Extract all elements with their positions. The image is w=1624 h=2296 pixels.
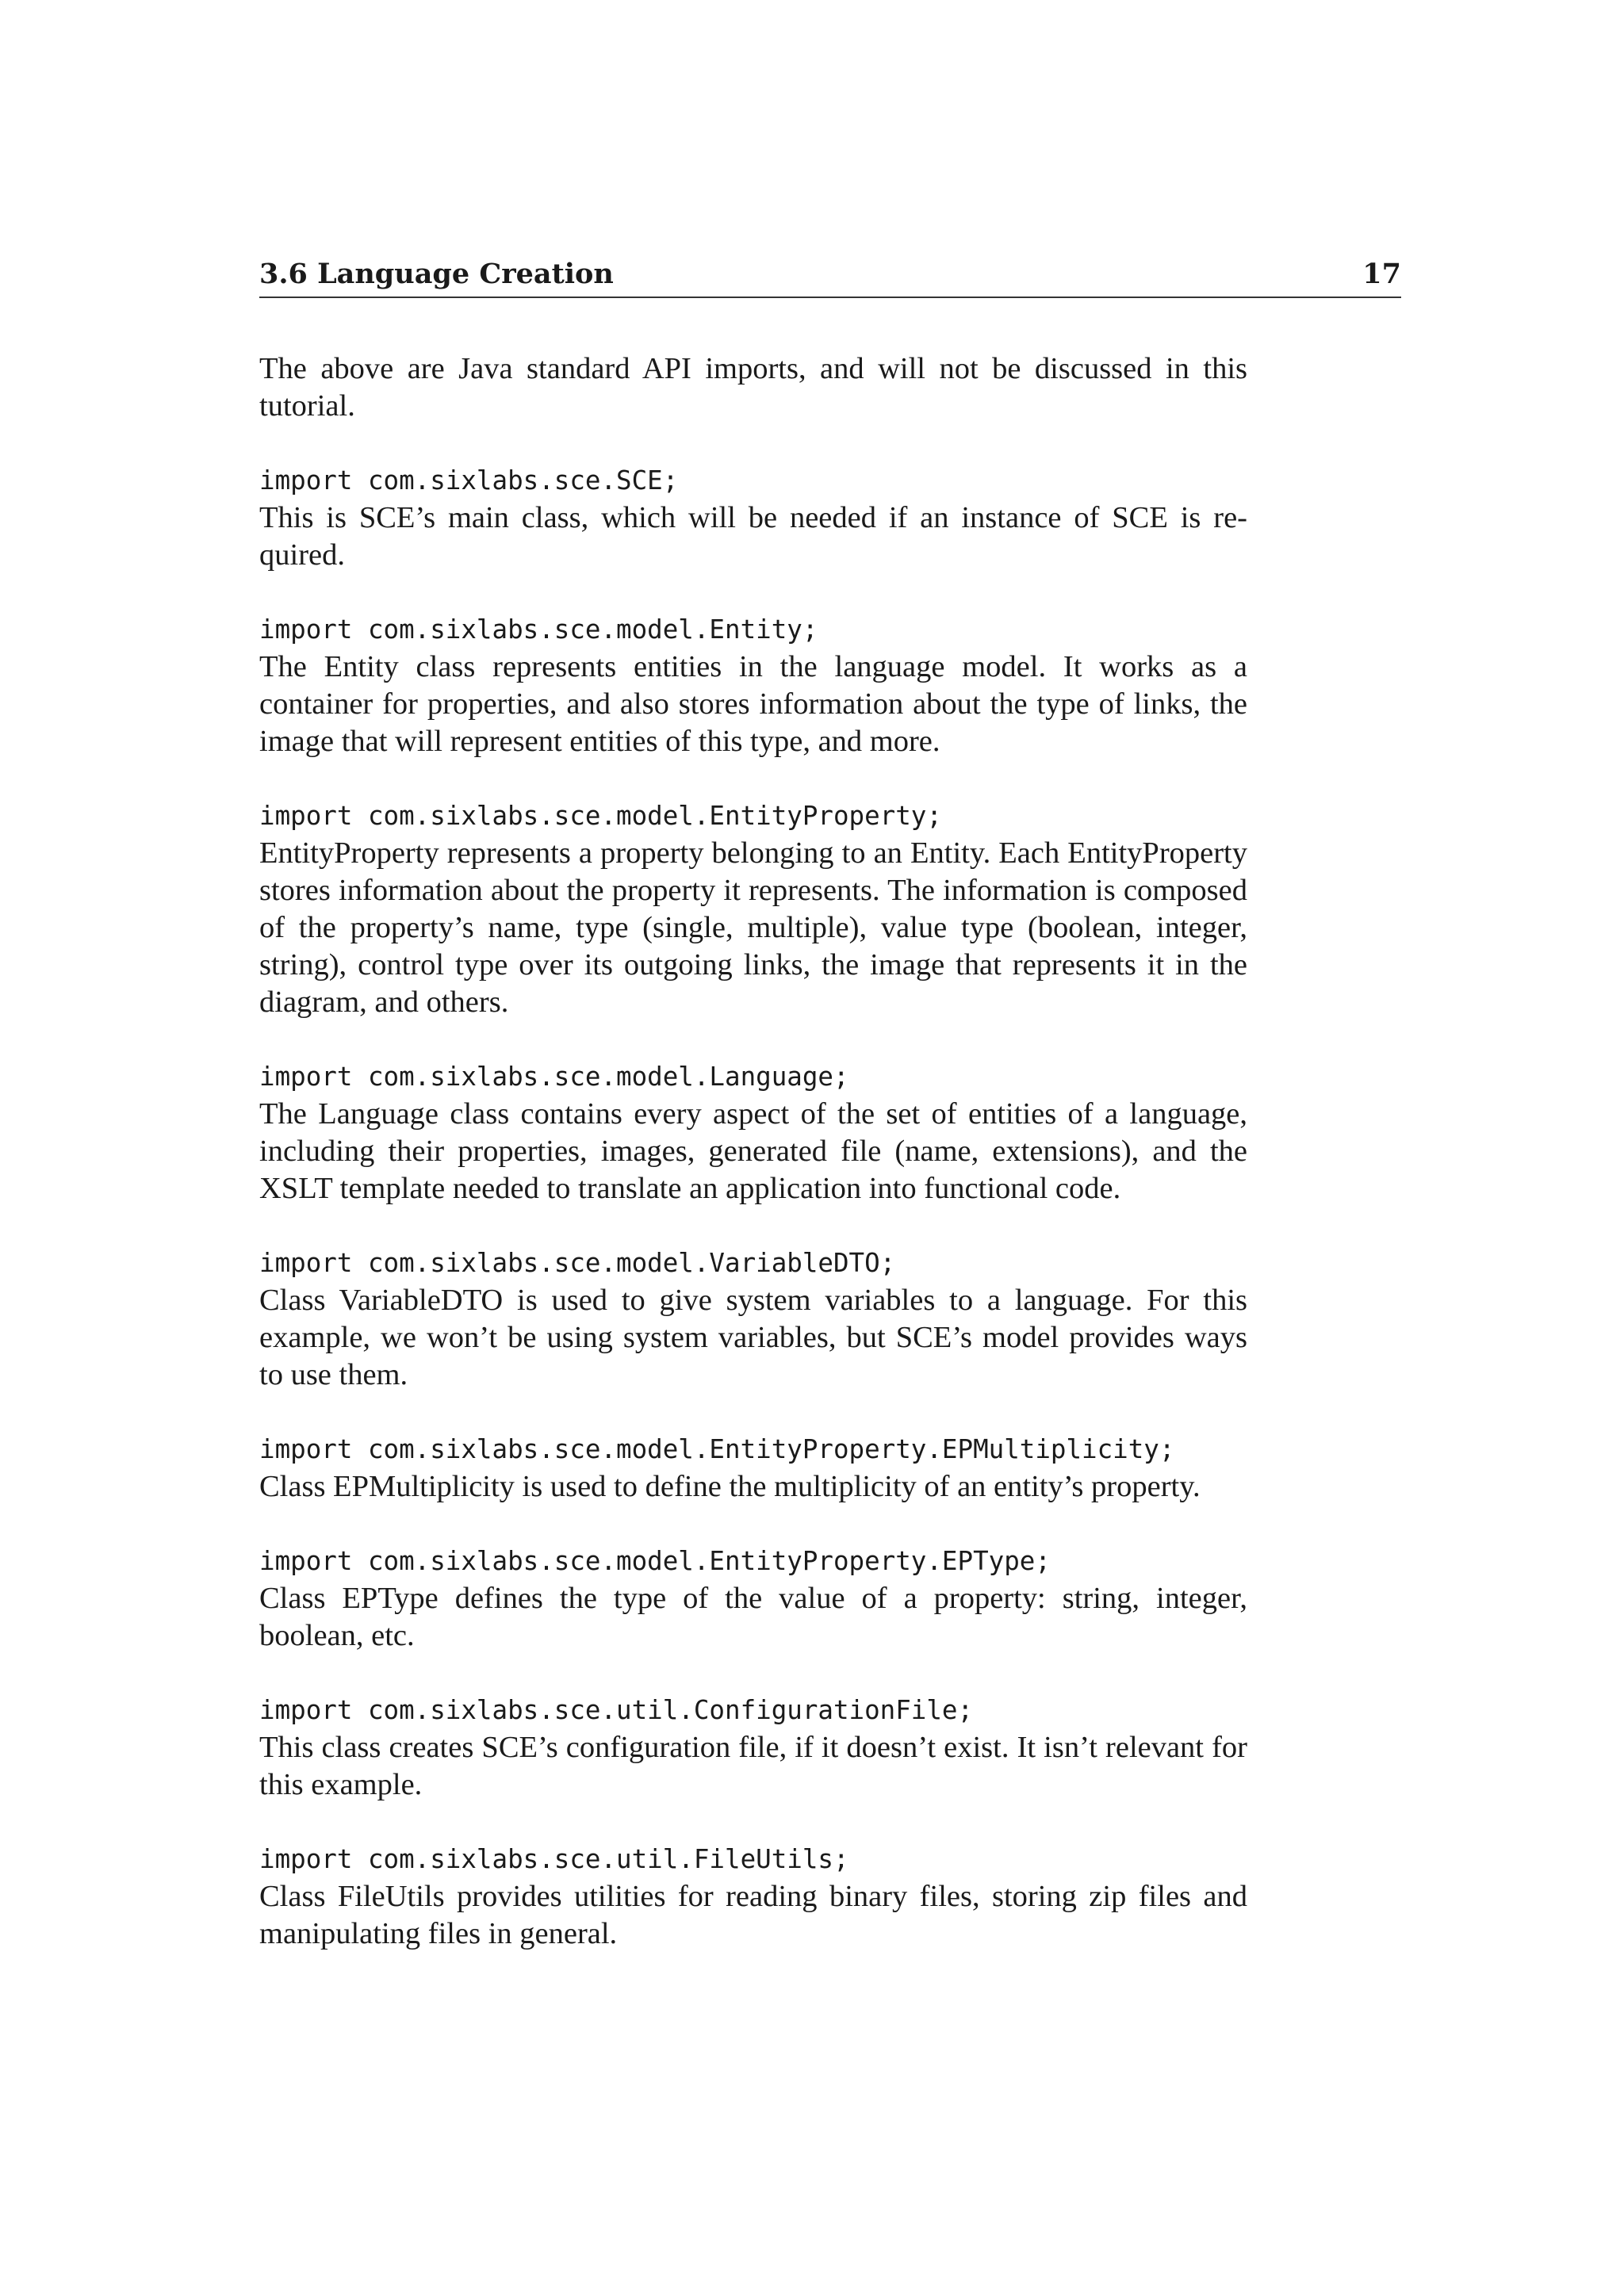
import-block-file-utils xyxy=(259,1841,1247,1953)
code-line: import com.sixlabs.sce.model.VariableDTO; xyxy=(259,1248,896,1278)
code-line: import com.sixlabs.sce.util.FileUtils; xyxy=(259,1844,849,1874)
description-paragraph: Class EPType defines the type of the value of a property: string, integer, boolean, etc. xyxy=(259,1582,1247,1652)
description-paragraph: The Entity class represents entities in the language model. It works as a container for properties, and also stores information about the type of links, the image that will represent entities of this type, and more. xyxy=(259,650,1247,758)
code-line: import com.sixlabs.sce.model.Language; xyxy=(259,1062,849,1092)
import-block-sce xyxy=(259,462,1247,574)
description-paragraph: The Language class contains every aspect of the set of entities of a language, including their properties, images, generated file (name, extensions), and the XSLT template needed to translate an application into functional code. xyxy=(259,1097,1247,1205)
code-line: import com.sixlabs.sce.model.EntityProperty.EPMultiplicity; xyxy=(259,1434,1175,1464)
description-paragraph: This class creates SCE’s configuration file, if it doesn’t exist. It isn’t relevant for this example. xyxy=(259,1731,1247,1801)
body-text xyxy=(259,350,1247,1990)
intro-paragraph: The above are Java standard API imports, and will not be discussed in this tutorial. xyxy=(259,352,1247,423)
import-block-ep-multiplicity xyxy=(259,1431,1247,1506)
code-line: import com.sixlabs.sce.util.ConfigurationFile; xyxy=(259,1695,974,1725)
code-line: import com.sixlabs.sce.model.EntityProperty; xyxy=(259,801,942,831)
import-block-variable-dto xyxy=(259,1245,1247,1394)
import-block-entity-property xyxy=(259,798,1247,1021)
code-line: import com.sixlabs.sce.SCE; xyxy=(259,465,679,496)
intro-paragraph-block xyxy=(259,350,1247,425)
description-paragraph: This is SCE’s main class, which will be needed if an instance of SCE is required. xyxy=(259,501,1247,572)
import-block-language xyxy=(259,1058,1247,1207)
description-paragraph: Class FileUtils provides utilities for reading binary files, storing zip files and manipulating files in general. xyxy=(259,1880,1247,1950)
description-paragraph: EntityProperty represents a property belonging to an Entity. Each EntityProperty stores information about the property it represents. The information is composed of the property’s name, type (single, multiple), value type (boolean, integer, string), control type over its outgoing links, the image that represents it in the diagram, and others. xyxy=(259,836,1247,1019)
page-number: 17 xyxy=(1362,258,1401,290)
document-page xyxy=(259,0,1401,2296)
import-block-ep-type xyxy=(259,1543,1247,1655)
running-header xyxy=(259,255,1401,298)
section-title: 3.6 Language Creation xyxy=(259,258,614,290)
description-paragraph: Class VariableDTO is used to give system variables to a language. For this example, we won’t be using system variables, but SCE’s model provides ways to use them. xyxy=(259,1284,1247,1391)
description-paragraph: Class EPMultiplicity is used to define the multiplicity of an entity’s property. xyxy=(259,1470,1201,1503)
code-line: import com.sixlabs.sce.model.EntityProperty.EPType; xyxy=(259,1546,1051,1576)
import-block-entity xyxy=(259,611,1247,760)
code-line: import com.sixlabs.sce.model.Entity; xyxy=(259,614,818,645)
import-block-configuration-file xyxy=(259,1692,1247,1804)
